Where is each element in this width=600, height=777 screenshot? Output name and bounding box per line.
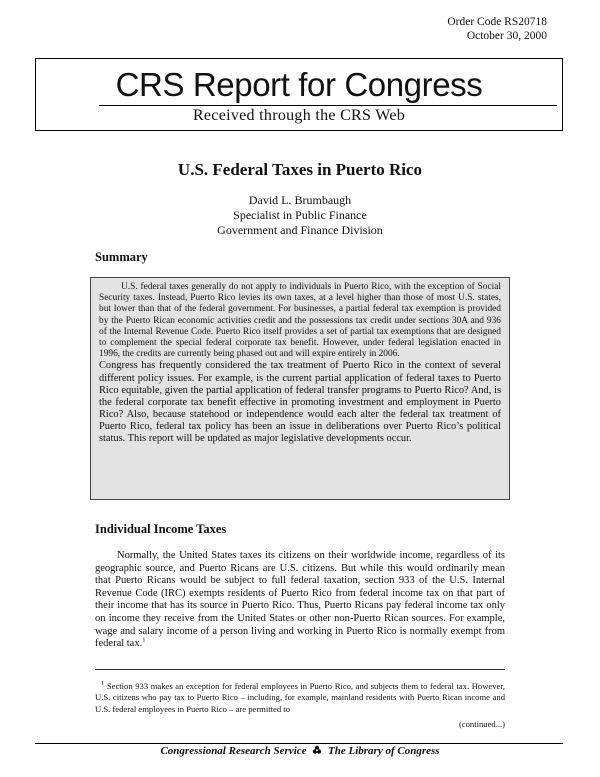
- summary-paragraph-small: U.S. federal taxes generally do not apply to individuals in Puerto Rico, with the exception of Social Security taxes. Instead, Puerto Rico levies its own taxes, at a level higher than those of most U.S. states, but lower than that of the federal government. For businesses, a partial federal tax exemption is provided by the Puerto Rican economic activities credit and the possessions tax credit under sections 30A and 936 of the Internal Revenue Code. Puerto Rico itself provides a set of partial tax exemptions that are designed to complement the special federal corporate tax benefit. However, under federal legislation enacted in 1996, the credits are currently being phased out and will expire entirely in 2006.: [99, 282, 501, 360]
- report-date: October 30, 2000: [466, 29, 547, 42]
- income-heading: Individual Income Taxes: [95, 522, 227, 536]
- income-paragraph-text: Normally, the United States taxes its citizens on their worldwide income, regardless of its geographic source, and Puerto Ricans are U.S. citizens. But while this would ordinarily mean that Puerto Ricans would be subject to full federal taxation, section 933 of the U.S. Internal Revenue Code (IRC) exempts residents of Puerto Rico from federal income tax on that part of their income that has its source in Puerto Rico. Thus, Puerto Ricans pay federal income tax only on income they receive from the United States or other non-Puerto Rican sources. For example, wage and salary income of a person living and working in Puerto Rico is normally exempt from federal tax.: [95, 550, 505, 650]
- crs-banner: [35, 58, 563, 131]
- footer-right-text: The Library of Congress: [328, 745, 440, 757]
- document-title: U.S. Federal Taxes in Puerto Rico: [177, 160, 423, 179]
- summary-paragraph-large: Congress has frequently considered the tax treatment of Puerto Rico in the context of several different policy issues. For example, is the current partial application of federal taxes to Puerto Rico equitable, given the partial application of federal transfer programs to Puerto Rico? And, is the federal corporate tax benefit effective in promoting investment and employment in Puerto Rico? Also, because statehood or independence would each alter the federal tax treatment of Puerto Rico, federal tax policy has been an issue in deliberations over Puerto Rico’s political status. This report will be updated as major legislative developments occur.: [99, 360, 501, 444]
- banner-subtitle: Received through the CRS Web: [192, 107, 406, 124]
- author-block: [0, 193, 600, 238]
- summary-heading: Summary: [95, 250, 148, 264]
- author-role: Specialist in Public Finance: [233, 208, 367, 222]
- order-info: [447, 16, 547, 43]
- author-name: David L. Brumbaugh: [248, 193, 352, 207]
- footnote-continued: (continued...): [458, 719, 505, 729]
- footer-colophon: [0, 745, 600, 757]
- order-code: Order Code RS20718: [447, 16, 547, 28]
- footnote: [95, 681, 505, 715]
- income-paragraph: [95, 550, 505, 651]
- footnote-text: Section 933 makes an exception for federal employees in Puerto Rico, and subjects them to federal tax. However, U.S. citizens who pay tax to Puerto Rico – including, for example, mainland residents with Puerto Rican income and U.S. federal employees in Puerto Rico – are permitted to: [95, 681, 506, 714]
- author-division: Government and Finance Division: [217, 223, 383, 237]
- footer-divider: [35, 743, 563, 744]
- banner-title: CRS Report for Congress: [115, 66, 483, 103]
- flower-ornament-icon: [312, 745, 322, 755]
- footer-left-text: Congressional Research Service: [160, 745, 307, 757]
- footnote-divider: [95, 669, 505, 670]
- summary-box: [90, 277, 510, 500]
- footnote-reference[interactable]: 1: [142, 636, 146, 644]
- footnote-number: 1: [101, 680, 105, 688]
